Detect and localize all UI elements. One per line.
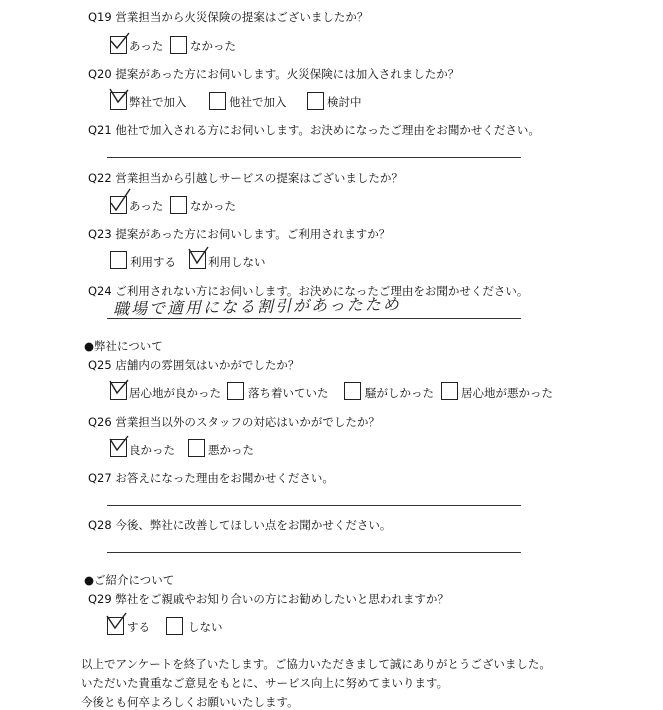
q29-checkbox-yes[interactable] <box>107 617 124 635</box>
q20-option-considering-label: 検討中 <box>327 95 362 109</box>
section-company-heading: ●弊社について <box>84 339 163 353</box>
q21-question: Q21 他社で加入される方にお伺いします。お決めになったご理由をお聞かせください。 <box>88 123 540 137</box>
q22-checkbox-no[interactable] <box>170 196 187 214</box>
q25-option-calm-label: 落ち着いていた <box>248 386 329 400</box>
q19-option-no-label: なかった <box>190 39 236 53</box>
q24-handwritten-answer: 職場で適用になる割引があったため <box>112 294 401 319</box>
q25-option-comfortable-label: 居心地が良かった <box>129 386 221 400</box>
closing-line-1: 以上でアンケートを終了いたします。ご協力いただきまして誠にありがとうございました。 <box>81 657 551 671</box>
q25-option-noisy-label: 騒がしかった <box>365 386 434 400</box>
q23-checkbox-not-use[interactable] <box>189 251 206 269</box>
q19-checkbox-no[interactable] <box>170 36 187 54</box>
q26-question: Q26 営業担当以外のスタッフの対応はいかがでしたか？ <box>88 415 380 429</box>
q26-option-good-label: 良かった <box>129 443 175 457</box>
checkmark-icon <box>105 612 129 636</box>
q29-checkbox-no[interactable] <box>166 617 183 635</box>
q20-checkbox-other[interactable] <box>209 92 226 110</box>
q25-checkbox-comfortable[interactable] <box>110 382 127 400</box>
q23-question: Q23 提案があった方にお伺いします。ご利用されますか？ <box>88 227 391 241</box>
q23-checkbox-use[interactable] <box>110 251 127 269</box>
q20-option-ours-label: 弊社で加入 <box>129 95 187 109</box>
q26-checkbox-good[interactable] <box>110 439 127 457</box>
q19-option-yes-label: あった <box>129 39 164 53</box>
q25-checkbox-noisy[interactable] <box>344 382 361 400</box>
q25-checkbox-uncomfortable[interactable] <box>441 382 458 400</box>
q22-option-yes-label: あった <box>129 199 164 213</box>
q29-option-no-label: しない <box>188 620 223 634</box>
q20-option-other-label: 他社で加入 <box>229 95 287 109</box>
section-referral-heading: ●ご紹介について <box>84 573 175 587</box>
q24-question: Q24 ご利用されない方にお伺いします。お決めになったご理由をお聞かせください。 <box>88 284 529 298</box>
q21-answer-line[interactable] <box>107 157 521 158</box>
q23-option-not-use-label: 利用しない <box>208 255 266 269</box>
q25-option-uncomfortable-label: 居心地が悪かった <box>461 386 553 400</box>
q29-question: Q29 弊社をご親戚やお知り合いの方にお勧めしたいと思われますか？ <box>88 592 449 606</box>
q19-checkbox-yes[interactable] <box>110 36 127 54</box>
q26-option-bad-label: 悪かった <box>208 443 254 457</box>
q27-question: Q27 お答えになった理由をお聞かせください。 <box>88 471 334 485</box>
q19-question: Q19 営業担当から火災保険の提案はございましたか？ <box>88 10 369 24</box>
q23-option-use-label: 利用する <box>130 255 176 269</box>
closing-line-3: 今後とも何卒よろしくお願いいたします。 <box>81 695 299 709</box>
q28-question: Q28 今後、弊社に改善してほしい点をお聞かせください。 <box>88 518 392 532</box>
q25-question: Q25 店舗内の雰囲気はいかがでしたか？ <box>88 358 300 372</box>
q29-option-yes-label: する <box>127 620 150 634</box>
q25-checkbox-calm[interactable] <box>227 382 244 400</box>
q20-checkbox-considering[interactable] <box>307 92 324 110</box>
q27-answer-line[interactable] <box>107 505 521 506</box>
q28-answer-line[interactable] <box>107 552 521 553</box>
q22-option-no-label: なかった <box>190 199 236 213</box>
q24-answer-line[interactable] <box>107 318 521 319</box>
q22-checkbox-yes[interactable] <box>110 196 127 214</box>
q22-question: Q22 営業担当から引越しサービスの提案はございましたか？ <box>88 171 403 185</box>
q26-checkbox-bad[interactable] <box>188 439 205 457</box>
closing-line-2: いただいた貴重なご意見をもとに、サービス向上に努めてまいります。 <box>81 676 449 690</box>
q20-checkbox-ours[interactable] <box>110 92 127 110</box>
q20-question: Q20 提案があった方にお伺いします。火災保険には加入されましたか？ <box>88 67 460 81</box>
